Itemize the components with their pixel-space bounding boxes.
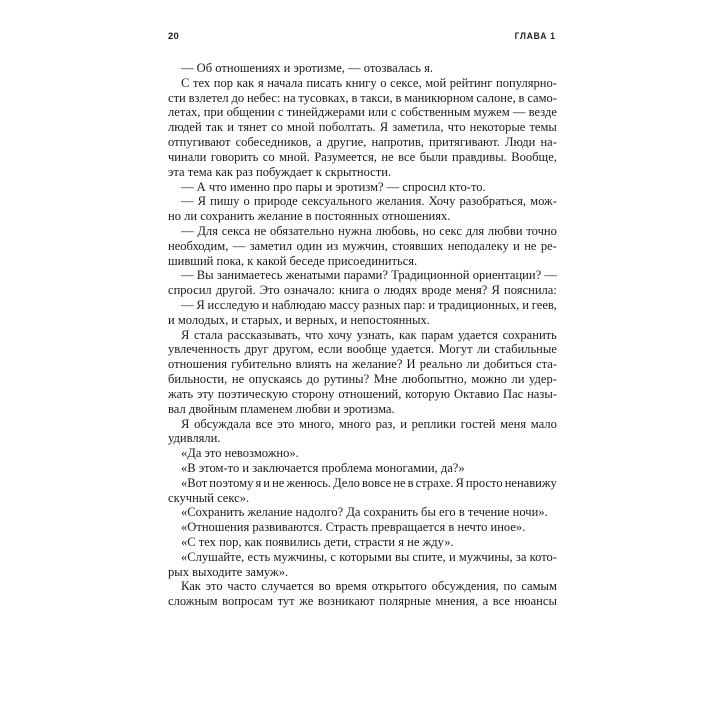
word: я bbox=[257, 75, 264, 90]
word: ненавижу bbox=[504, 475, 557, 490]
word: за bbox=[515, 549, 527, 564]
word: — bbox=[181, 268, 194, 283]
word: во bbox=[318, 579, 331, 594]
word: и bbox=[428, 298, 436, 312]
word: женюсь. bbox=[286, 475, 332, 490]
word: эту bbox=[196, 386, 214, 401]
word: «Да это невозможно». bbox=[181, 446, 299, 461]
word: были bbox=[419, 149, 448, 164]
word: не bbox=[524, 238, 537, 253]
word: Традиционной bbox=[391, 268, 470, 283]
word: меня bbox=[500, 416, 527, 431]
word: говорить bbox=[210, 149, 259, 164]
word: сторону bbox=[291, 386, 335, 401]
word: все bbox=[398, 149, 416, 164]
word: любви bbox=[487, 223, 523, 238]
word: и bbox=[448, 549, 456, 564]
word: рейтинг bbox=[449, 75, 493, 90]
word: Это bbox=[259, 283, 280, 298]
word: — bbox=[181, 223, 194, 238]
text-line bbox=[168, 535, 557, 550]
text-line bbox=[168, 328, 557, 343]
word: в bbox=[518, 90, 525, 105]
word: меня? bbox=[455, 283, 488, 298]
text-line bbox=[168, 120, 557, 135]
word: разных bbox=[362, 298, 401, 312]
word: это bbox=[205, 579, 223, 594]
word: мужем bbox=[473, 105, 510, 120]
word: со bbox=[271, 120, 283, 135]
word: И bbox=[406, 357, 416, 372]
word: вроде bbox=[421, 283, 452, 298]
word: «Вот bbox=[181, 475, 208, 490]
word: Как bbox=[181, 579, 201, 594]
word: собственным bbox=[399, 105, 471, 120]
word: на- bbox=[540, 135, 557, 150]
word: спросил bbox=[168, 283, 212, 298]
word: мужчин, bbox=[342, 238, 388, 253]
word: ста- bbox=[536, 357, 557, 372]
word: на bbox=[335, 357, 348, 372]
word: ли bbox=[476, 342, 490, 357]
word: любопытно, bbox=[401, 372, 467, 387]
word: самым bbox=[521, 579, 557, 594]
word: везде bbox=[528, 105, 557, 120]
word: точно bbox=[526, 223, 557, 238]
word: которую bbox=[405, 386, 451, 401]
word: Пас bbox=[503, 386, 524, 401]
word: — bbox=[181, 194, 194, 209]
word: пар: bbox=[403, 298, 426, 312]
word: само- bbox=[527, 90, 557, 105]
word: такси, bbox=[360, 90, 393, 105]
word: ли bbox=[511, 372, 525, 387]
word: а bbox=[482, 594, 489, 609]
word: полярные bbox=[379, 594, 431, 609]
word: мнения, bbox=[435, 594, 479, 609]
word: шивший пока, к какой беседе присоединиться. bbox=[168, 253, 418, 268]
word: Разумеется, bbox=[314, 149, 377, 164]
text-line bbox=[168, 387, 557, 402]
word: людях bbox=[383, 283, 418, 298]
word: не bbox=[253, 223, 267, 238]
word: для bbox=[465, 223, 485, 238]
text-line bbox=[168, 417, 557, 432]
word: не bbox=[231, 372, 245, 387]
word: заметил bbox=[249, 238, 293, 253]
word: возникают bbox=[317, 594, 375, 609]
word: и bbox=[400, 416, 407, 431]
word: из bbox=[326, 238, 339, 253]
word: но ли сохранить желание в постоянных отношениях. bbox=[168, 209, 451, 224]
word: парам bbox=[421, 327, 454, 342]
word: писать bbox=[306, 75, 343, 90]
word: поболтать. bbox=[318, 120, 376, 135]
word: отпугивают bbox=[168, 135, 231, 150]
word: маникюрном bbox=[404, 90, 474, 105]
word: и молодых, и старых, и верных, и непостоянных. bbox=[168, 312, 430, 327]
word: вопросам bbox=[222, 594, 274, 609]
word: небес: bbox=[246, 90, 281, 105]
word: в bbox=[351, 90, 358, 105]
word: Мне bbox=[373, 372, 398, 387]
word: нужна bbox=[338, 223, 372, 238]
word: сексуального bbox=[301, 194, 373, 209]
word: любовь, bbox=[375, 223, 419, 238]
word: секса bbox=[221, 223, 251, 238]
word: салоне, bbox=[476, 90, 516, 105]
word: время bbox=[335, 579, 367, 594]
word: — А что именно про пары и эротизм? — спросил кто-то. bbox=[181, 179, 486, 194]
word: есть bbox=[247, 549, 271, 564]
word: же bbox=[299, 594, 314, 609]
word: Октавио bbox=[454, 386, 500, 401]
text-line bbox=[168, 550, 557, 565]
word: некоторые bbox=[469, 120, 526, 135]
word: вы bbox=[394, 549, 410, 564]
word: Я bbox=[181, 327, 190, 342]
word: или bbox=[368, 105, 388, 120]
word: парами? bbox=[343, 268, 388, 283]
word: людей bbox=[168, 120, 202, 135]
word: стабильные bbox=[494, 342, 557, 357]
page-number: 20 bbox=[168, 31, 179, 42]
word: темы bbox=[529, 120, 557, 135]
word: Я bbox=[379, 120, 389, 135]
word: книгу bbox=[345, 75, 377, 90]
word: что bbox=[305, 327, 324, 342]
word: это bbox=[277, 416, 295, 431]
word: как bbox=[398, 327, 417, 342]
word: другие, bbox=[327, 135, 367, 150]
text-line bbox=[168, 283, 557, 298]
text-line bbox=[168, 254, 557, 269]
word: начала bbox=[267, 75, 303, 90]
word: заметила, bbox=[392, 120, 444, 135]
word: общении bbox=[226, 105, 275, 120]
text-line bbox=[168, 194, 557, 209]
text-line bbox=[168, 431, 557, 446]
text-line bbox=[168, 180, 557, 195]
word: стала bbox=[194, 327, 223, 342]
word: не bbox=[381, 149, 394, 164]
body-text-column bbox=[168, 61, 557, 609]
word: исследую bbox=[207, 298, 260, 312]
text-line bbox=[168, 268, 557, 283]
word: и bbox=[263, 475, 271, 490]
word: и bbox=[522, 298, 529, 312]
word: мужчины, bbox=[273, 549, 328, 564]
word: при bbox=[203, 105, 224, 120]
word: желание? bbox=[351, 357, 403, 372]
text-line bbox=[168, 446, 557, 461]
word: просто bbox=[465, 475, 503, 490]
word: много, bbox=[299, 416, 335, 431]
word: массу bbox=[328, 298, 360, 312]
word: ли bbox=[466, 357, 480, 372]
word: мной bbox=[286, 120, 315, 135]
word: бильности, bbox=[168, 372, 228, 387]
word: я bbox=[255, 475, 262, 490]
word: пор bbox=[213, 75, 234, 90]
text-line bbox=[168, 505, 557, 520]
word: — bbox=[181, 298, 194, 312]
word: эта тема как раз побуждает к скрытности. bbox=[168, 164, 392, 179]
word: рых выходите замуж». bbox=[168, 564, 289, 579]
word: разобраться, bbox=[459, 194, 527, 209]
text-line bbox=[168, 91, 557, 106]
word: до bbox=[306, 372, 320, 387]
word: о bbox=[243, 194, 250, 209]
word: «Слушайте, bbox=[181, 549, 245, 564]
word: — bbox=[512, 105, 526, 120]
text-line bbox=[168, 461, 557, 476]
text-line bbox=[168, 135, 557, 150]
word: другом, bbox=[272, 342, 314, 357]
word: влиять bbox=[295, 357, 332, 372]
word: один bbox=[296, 238, 323, 253]
word: «Сохранить желание надолго? Да сохранить бы его в течение ночи». bbox=[181, 505, 548, 520]
word: скучный секс». bbox=[168, 490, 250, 505]
word: Дело bbox=[333, 475, 360, 490]
word: популярно- bbox=[496, 75, 557, 90]
word: ориентации? bbox=[472, 268, 542, 283]
word: страхе. bbox=[415, 475, 454, 490]
word: Я bbox=[491, 283, 500, 298]
word: рутины? bbox=[323, 372, 370, 387]
word: правдивы. bbox=[452, 149, 507, 164]
word: Для bbox=[197, 223, 218, 238]
word: Я bbox=[197, 194, 206, 209]
word: открытого bbox=[371, 579, 427, 594]
word: хочу bbox=[327, 327, 353, 342]
text-line bbox=[168, 209, 557, 224]
text-line bbox=[168, 61, 557, 76]
word: раз, bbox=[375, 416, 396, 431]
word: но bbox=[422, 223, 436, 238]
word: «В этом-то и заключается проблема моногамии, да?» bbox=[181, 460, 465, 475]
text-line bbox=[168, 357, 557, 372]
word: до bbox=[231, 90, 245, 105]
text-line bbox=[168, 239, 557, 254]
word: жать bbox=[168, 386, 194, 401]
text-line bbox=[168, 372, 557, 387]
word: традиционных, bbox=[437, 298, 520, 312]
word: пояснила: bbox=[504, 283, 557, 298]
text-line bbox=[168, 520, 557, 535]
word: можно bbox=[471, 372, 507, 387]
word: по bbox=[503, 579, 517, 594]
word: сти bbox=[168, 90, 186, 105]
text-line bbox=[168, 313, 557, 328]
word: притягивают. bbox=[429, 135, 500, 150]
word: природе bbox=[253, 194, 298, 209]
word: удер- bbox=[529, 372, 557, 387]
word: что bbox=[447, 120, 466, 135]
word: о bbox=[373, 283, 380, 298]
word: с bbox=[330, 549, 336, 564]
word: удается. bbox=[391, 342, 435, 357]
word: обсуждения, bbox=[431, 579, 499, 594]
word: мож- bbox=[530, 194, 557, 209]
word: которыми bbox=[339, 549, 392, 564]
word: мужчины, bbox=[458, 549, 513, 564]
text-line bbox=[168, 105, 557, 120]
word: не bbox=[393, 475, 406, 490]
word: книга bbox=[339, 283, 370, 298]
word: неподалеку bbox=[447, 238, 509, 253]
text-line bbox=[168, 594, 557, 609]
word: много bbox=[338, 416, 371, 431]
word: со bbox=[262, 149, 275, 164]
word: часто bbox=[227, 579, 257, 594]
word: пишу bbox=[210, 194, 240, 209]
word: С bbox=[181, 75, 190, 90]
word: напротив, bbox=[371, 135, 424, 150]
word: поэтому bbox=[209, 475, 254, 490]
word: обсуждала bbox=[194, 416, 251, 431]
word: и bbox=[227, 120, 234, 135]
word: секс bbox=[439, 223, 462, 238]
word: губительно bbox=[231, 357, 292, 372]
word: не bbox=[272, 475, 285, 490]
word: сексе, bbox=[390, 75, 422, 90]
word: с bbox=[277, 105, 284, 120]
word: вовсе bbox=[361, 475, 392, 490]
word: женатыми bbox=[285, 268, 341, 283]
word: спите, bbox=[412, 549, 446, 564]
word: назы- bbox=[527, 386, 557, 401]
word: кото- bbox=[529, 549, 557, 564]
word: на bbox=[283, 90, 296, 105]
word: рассказывать, bbox=[227, 327, 301, 342]
word: мной. bbox=[279, 149, 310, 164]
word: «С тех пор, как появились дети, страсти я не жду». bbox=[181, 535, 454, 549]
word: тех bbox=[192, 75, 211, 90]
word: о bbox=[380, 75, 387, 90]
word: Хочу bbox=[428, 194, 456, 209]
word: чинали bbox=[168, 149, 207, 164]
word: — bbox=[544, 268, 557, 283]
word: в bbox=[395, 90, 402, 105]
word: Я bbox=[455, 475, 464, 490]
word: как bbox=[236, 75, 255, 90]
word: собеседников, bbox=[235, 135, 312, 150]
chapter-label: ГЛАВА 1 bbox=[514, 31, 556, 41]
text-line bbox=[168, 165, 557, 180]
running-head bbox=[168, 31, 556, 45]
word: тусовках, bbox=[298, 90, 349, 105]
word: Я bbox=[181, 416, 190, 431]
text-line bbox=[168, 342, 557, 357]
word: сложным bbox=[168, 594, 218, 609]
word: Я bbox=[196, 298, 205, 312]
text-line bbox=[168, 579, 557, 594]
text-line bbox=[168, 76, 557, 91]
word: летах, bbox=[168, 105, 201, 120]
word: если bbox=[317, 342, 343, 357]
word: добиться bbox=[483, 357, 532, 372]
word: увлеченность bbox=[168, 342, 241, 357]
word: наблюдаю bbox=[271, 298, 327, 312]
word: Люди bbox=[505, 135, 536, 150]
word: отношений, bbox=[338, 386, 402, 401]
word: отношения bbox=[168, 357, 228, 372]
text-line bbox=[168, 491, 557, 506]
text-line bbox=[168, 224, 557, 239]
word: Вообще, bbox=[511, 149, 557, 164]
word: «Отношения развиваются. Страсть превращается в нечто иное». bbox=[181, 520, 526, 535]
word: случается bbox=[261, 579, 314, 594]
word: все bbox=[255, 416, 273, 431]
text-line bbox=[168, 476, 557, 491]
word: гостей bbox=[460, 416, 496, 431]
word: необходим, bbox=[168, 238, 229, 253]
word: и bbox=[261, 298, 269, 312]
word: в bbox=[407, 475, 414, 490]
word: — bbox=[232, 238, 246, 253]
word: обязательно bbox=[269, 223, 335, 238]
word: Вы bbox=[196, 268, 214, 283]
text-line bbox=[168, 402, 557, 417]
word: другой. bbox=[215, 283, 256, 298]
word: вал двойным пламенем любви и эротизма. bbox=[168, 401, 395, 416]
word: поэтическую bbox=[217, 386, 288, 401]
word: означало: bbox=[283, 283, 335, 298]
word: тут bbox=[277, 594, 295, 609]
word: — Об отношениях и эротизме, — отозвалась я. bbox=[181, 61, 434, 75]
word: нюансы bbox=[514, 594, 557, 609]
word: сохранить bbox=[502, 327, 557, 342]
word: узнать, bbox=[356, 327, 395, 342]
word: Могут bbox=[438, 342, 473, 357]
word: реплики bbox=[411, 416, 456, 431]
word: реально bbox=[419, 357, 463, 372]
word: мало bbox=[530, 416, 557, 431]
text-line bbox=[168, 150, 557, 165]
word: взлетел bbox=[188, 90, 229, 105]
word: тинейджерами bbox=[286, 105, 365, 120]
word: мой bbox=[425, 75, 447, 90]
word: желания. bbox=[376, 194, 425, 209]
word: так bbox=[205, 120, 224, 135]
word: а bbox=[316, 135, 322, 150]
word: друг bbox=[244, 342, 269, 357]
word: все bbox=[492, 594, 510, 609]
word: ре- bbox=[540, 238, 557, 253]
word: опускаясь bbox=[248, 372, 303, 387]
word: с bbox=[391, 105, 397, 120]
word: и bbox=[513, 238, 520, 253]
word: тянет bbox=[238, 120, 267, 135]
text-line bbox=[168, 565, 557, 580]
word: стоявших bbox=[392, 238, 444, 253]
word: геев, bbox=[531, 298, 557, 312]
text-line bbox=[168, 298, 557, 313]
word: удивляли. bbox=[168, 431, 221, 446]
word: удается bbox=[457, 327, 498, 342]
word: занимаетесь bbox=[216, 268, 283, 283]
word: вообще bbox=[346, 342, 387, 357]
